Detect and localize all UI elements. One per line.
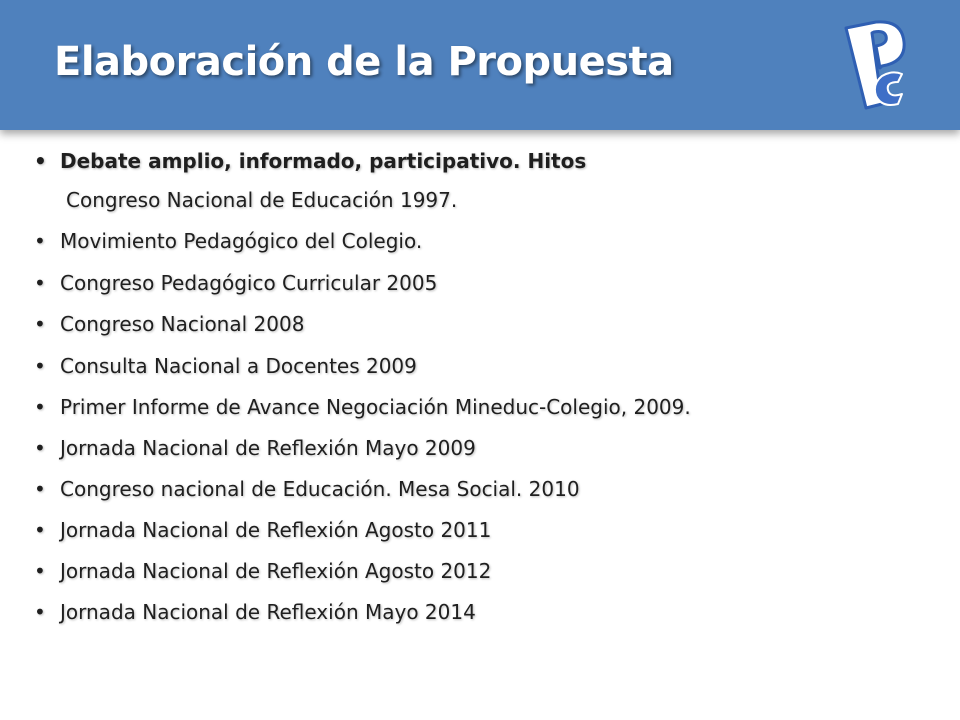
list-item-text: Jornada Nacional de Reflexión Mayo 2014 <box>60 600 476 624</box>
list-item-text: Jornada Nacional de Reflexión Agosto 2012 <box>60 559 492 583</box>
title-bar <box>0 0 960 130</box>
list-item <box>34 352 794 381</box>
list-item-text: Debate amplio, informado, participativo. Hitos <box>60 149 587 173</box>
list-item <box>34 475 794 504</box>
bullet-icon: • <box>34 600 46 624</box>
bullet-icon: • <box>34 395 46 419</box>
list-item-text: Congreso Pedagógico Curricular 2005 <box>60 271 438 295</box>
bullet-icon: • <box>34 312 46 336</box>
list-item-text: Movimiento Pedagógico del Colegio. <box>60 229 423 253</box>
bullet-icon: • <box>34 149 47 173</box>
list-item-text: Jornada Nacional de Reflexión Agosto 2011 <box>60 518 492 542</box>
list-item <box>34 186 794 215</box>
list-item-text: Congreso Nacional de Educación 1997. <box>66 188 458 212</box>
list-item <box>34 227 794 256</box>
list-item <box>34 310 794 339</box>
list-item <box>34 147 794 176</box>
list-item <box>34 598 794 627</box>
list-item-text: Primer Informe de Avance Negociación Mineduc-Colegio, 2009. <box>60 395 691 419</box>
list-item <box>34 393 794 422</box>
bullet-icon: • <box>34 559 46 583</box>
bullet-icon: • <box>34 518 46 542</box>
bullet-icon: • <box>34 354 46 378</box>
bullet-icon: • <box>34 436 46 460</box>
bullet-icon: • <box>34 271 46 295</box>
list-item <box>34 434 794 463</box>
slide-title: Elaboración de la Propuesta <box>54 39 674 85</box>
list-item <box>34 557 794 586</box>
bullet-icon: • <box>34 229 46 253</box>
list-item-text: Jornada Nacional de Reflexión Mayo 2009 <box>60 436 476 460</box>
list-item-text: Congreso nacional de Educación. Mesa Social. 2010 <box>60 477 580 501</box>
list-item <box>34 516 794 545</box>
list-item-text: Consulta Nacional a Docentes 2009 <box>60 354 417 378</box>
list-item-text: Congreso Nacional 2008 <box>60 312 305 336</box>
bullet-icon: • <box>34 477 46 501</box>
list-item <box>34 269 794 298</box>
logo-pc-icon <box>836 16 916 116</box>
bullet-list <box>34 140 794 624</box>
